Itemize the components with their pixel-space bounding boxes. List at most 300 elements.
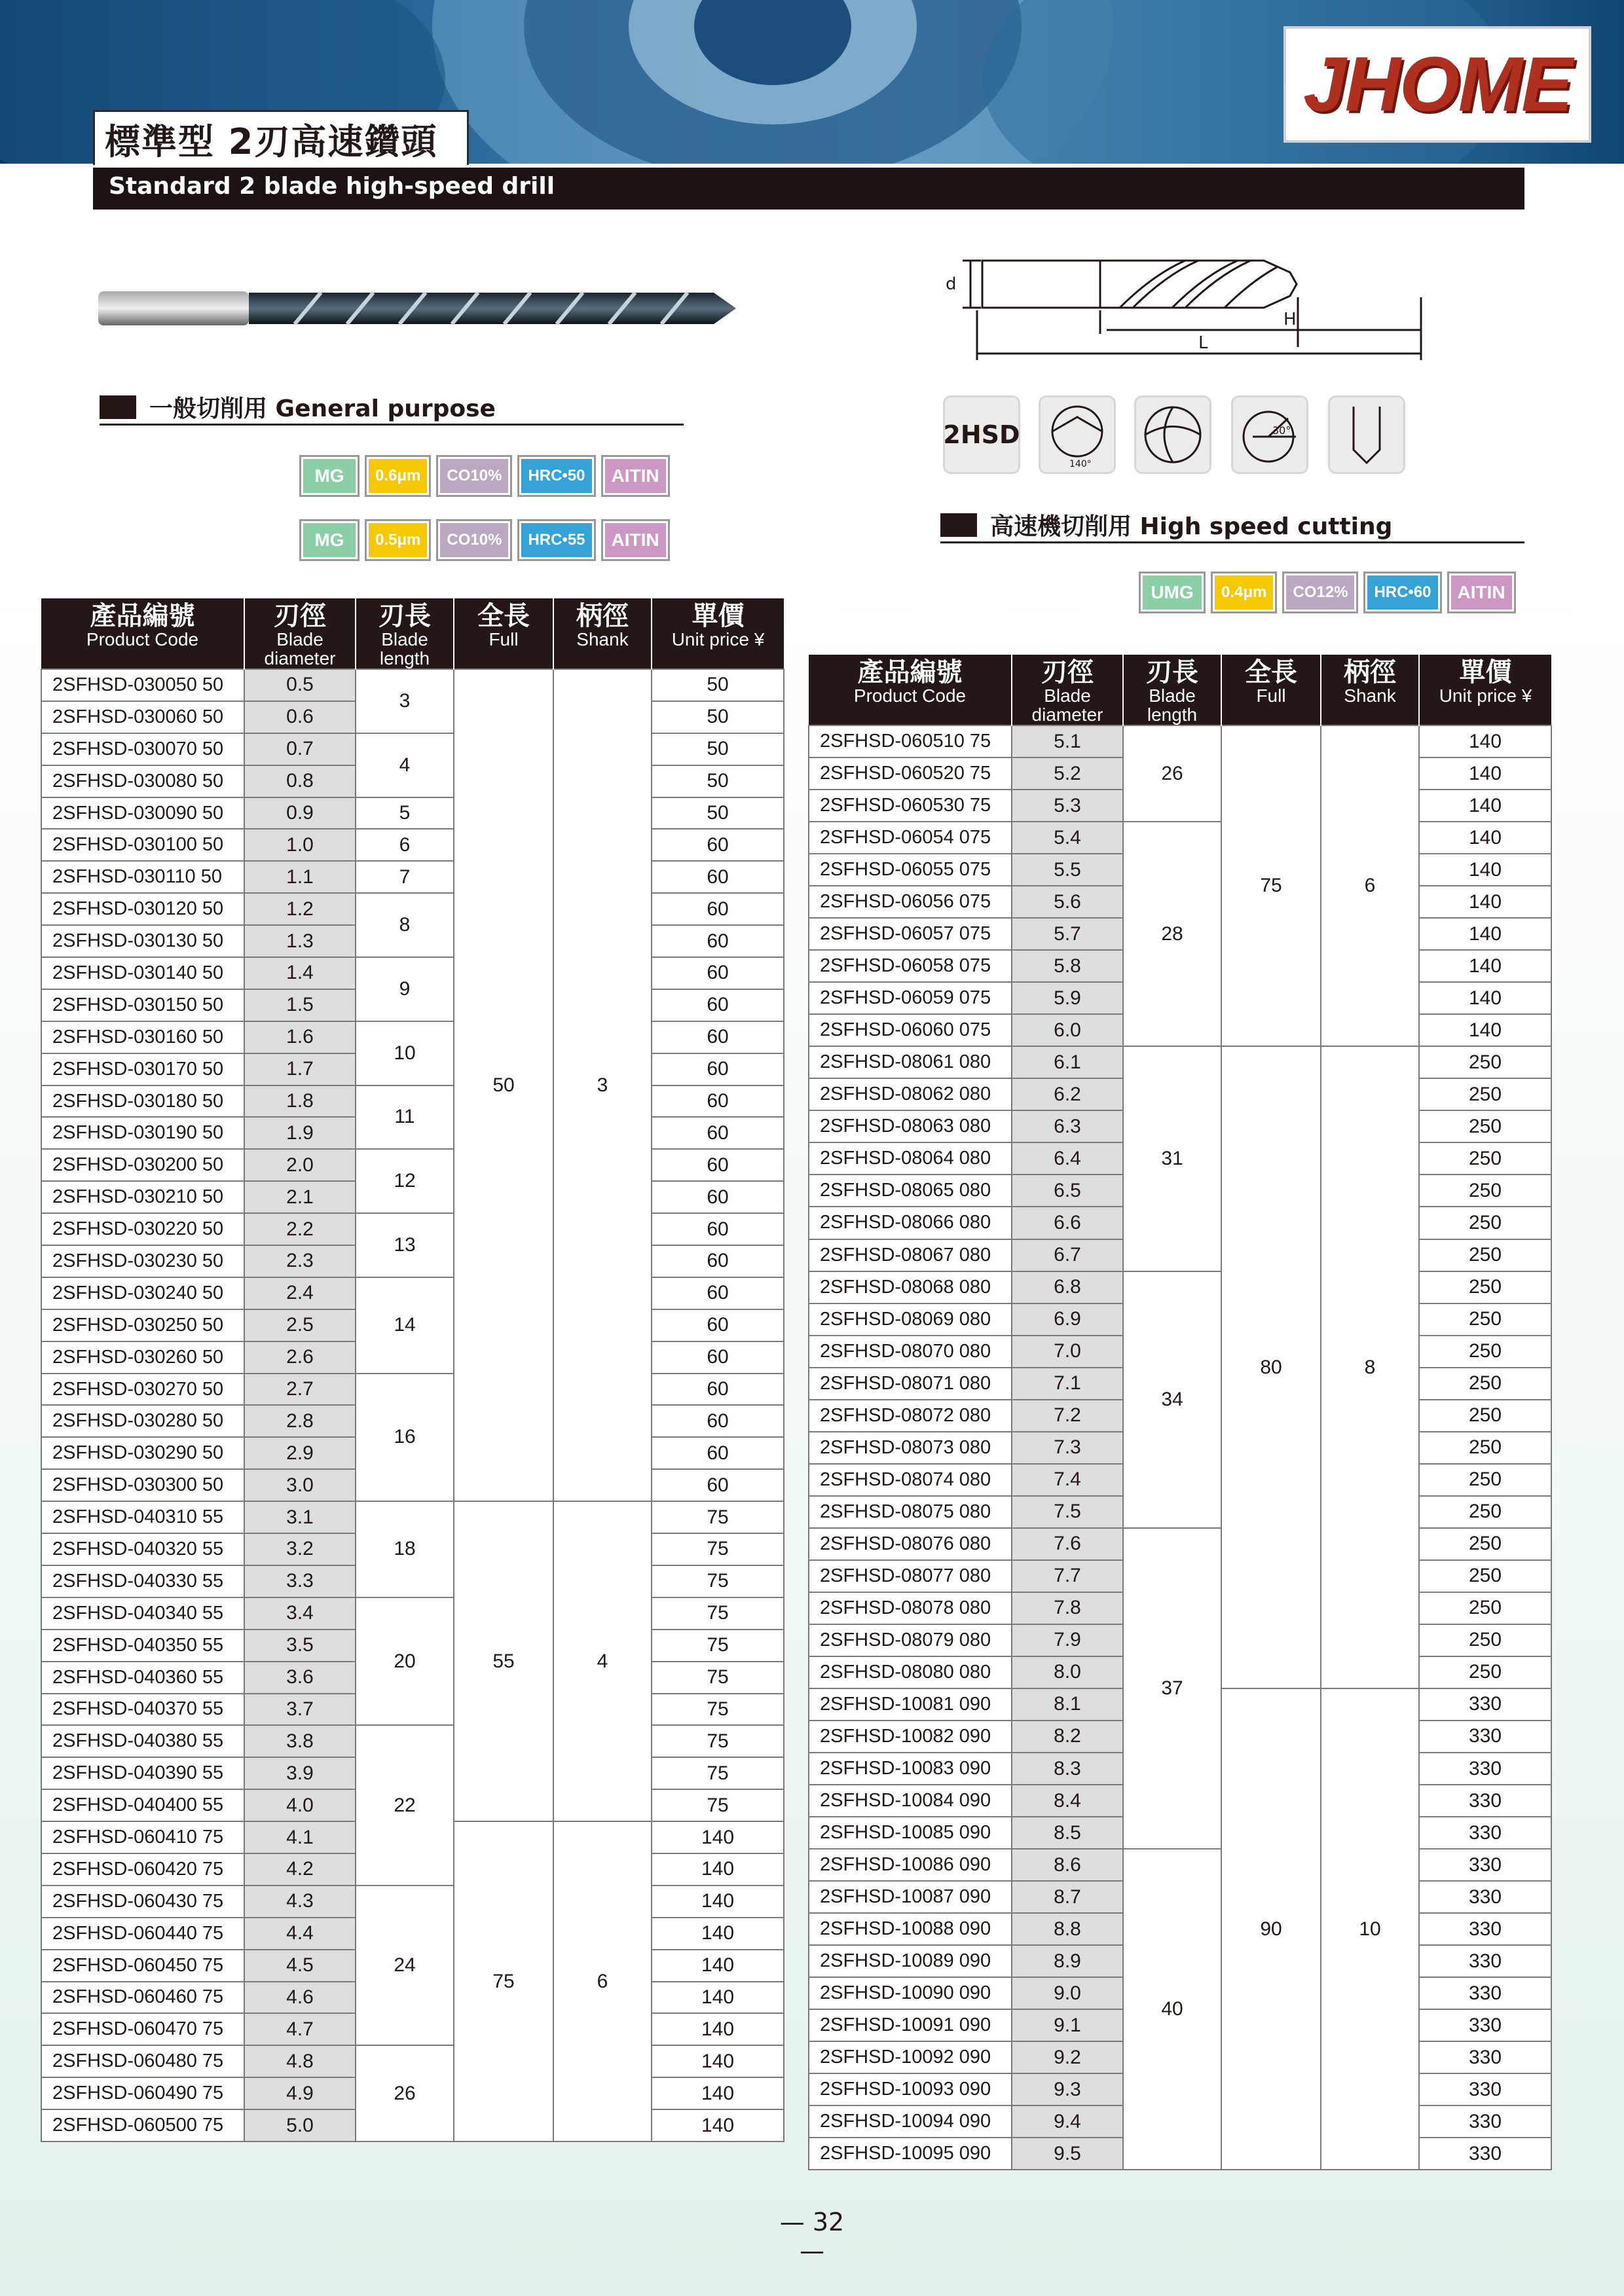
blade-diameter: 6.1 xyxy=(1012,1046,1123,1078)
table-row xyxy=(809,1271,1551,1303)
blade-diameter: 0.7 xyxy=(244,733,356,765)
product-code: 2SFHSD-10091 090 xyxy=(809,2009,1012,2041)
badges-highspeed xyxy=(1141,574,1514,611)
unit-price: 60 xyxy=(652,1341,784,1374)
unit-price: 140 xyxy=(652,1950,784,1982)
unit-price: 250 xyxy=(1419,1271,1551,1303)
blade-diameter: 1.4 xyxy=(244,957,356,989)
blade-diameter: 4.2 xyxy=(244,1853,356,1886)
blade-diameter: 0.9 xyxy=(244,797,356,829)
unit-price: 330 xyxy=(1419,2073,1551,2105)
blade-diameter: 4.3 xyxy=(244,1886,356,1918)
table-row xyxy=(809,1849,1551,1881)
blade-diameter: 6.5 xyxy=(1012,1175,1123,1207)
blade-diameter: 4.9 xyxy=(244,2077,356,2109)
unit-price: 60 xyxy=(652,1374,784,1406)
blade-diameter: 0.8 xyxy=(244,765,356,797)
product-code: 2SFHSD-06055 075 xyxy=(809,854,1012,886)
product-code: 2SFHSD-060450 75 xyxy=(41,1950,244,1982)
table-row xyxy=(41,1149,784,1181)
unit-price: 250 xyxy=(1419,1142,1551,1175)
table-row xyxy=(41,2045,784,2077)
product-code: 2SFHSD-030200 50 xyxy=(41,1149,244,1181)
badge-cobalt: CO12% xyxy=(1284,574,1356,611)
product-code: 2SFHSD-030050 50 xyxy=(41,669,244,701)
shank-diameter: 3 xyxy=(553,669,652,1501)
product-code: 2SFHSD-060510 75 xyxy=(809,725,1012,757)
shank-diameter: 6 xyxy=(1321,725,1419,1046)
blade-diameter: 7.5 xyxy=(1012,1496,1123,1528)
blade-diameter: 8.1 xyxy=(1012,1688,1123,1721)
product-code: 2SFHSD-040330 55 xyxy=(41,1565,244,1597)
blade-diameter: 4.0 xyxy=(244,1789,356,1821)
product-code: 2SFHSD-06056 075 xyxy=(809,886,1012,918)
product-code: 2SFHSD-08070 080 xyxy=(809,1336,1012,1368)
product-code: 2SFHSD-08072 080 xyxy=(809,1400,1012,1432)
blade-diameter: 6.0 xyxy=(1012,1014,1123,1046)
blade-diameter: 8.6 xyxy=(1012,1849,1123,1881)
unit-price: 60 xyxy=(652,861,784,893)
unit-price: 60 xyxy=(652,1437,784,1469)
product-code: 2SFHSD-060440 75 xyxy=(41,1918,244,1950)
product-code: 2SFHSD-030140 50 xyxy=(41,957,244,989)
badge-coating: AITIN xyxy=(603,457,668,495)
dim-H: H xyxy=(1283,310,1297,329)
product-code: 2SFHSD-10084 090 xyxy=(809,1785,1012,1817)
blade-length: 18 xyxy=(356,1501,454,1597)
badge-grain: 0.5μm xyxy=(367,521,429,559)
blade-diameter: 7.9 xyxy=(1012,1624,1123,1656)
unit-price: 330 xyxy=(1419,1817,1551,1849)
table2-body xyxy=(809,725,1551,2170)
unit-price: 140 xyxy=(1419,950,1551,982)
section-highspeed-title: 高速機切削用 High speed cutting xyxy=(990,513,1393,540)
col-blade-length: 刃長 Blade length xyxy=(1123,655,1221,725)
unit-price: 75 xyxy=(652,1757,784,1789)
product-code: 2SFHSD-030070 50 xyxy=(41,733,244,765)
unit-price: 330 xyxy=(1419,2138,1551,2170)
badges-general-row1 xyxy=(301,457,668,495)
drill-photo xyxy=(98,278,736,337)
unit-price: 75 xyxy=(652,1565,784,1597)
blade-diameter: 2.9 xyxy=(244,1437,356,1469)
table-row xyxy=(41,893,784,925)
unit-price: 250 xyxy=(1419,1175,1551,1207)
blade-diameter: 2.6 xyxy=(244,1341,356,1374)
product-code: 2SFHSD-040360 55 xyxy=(41,1662,244,1694)
unit-price: 250 xyxy=(1419,1207,1551,1239)
blade-diameter: 4.6 xyxy=(244,1982,356,2014)
product-code: 2SFHSD-030160 50 xyxy=(41,1021,244,1053)
unit-price: 60 xyxy=(652,1053,784,1085)
blade-diameter: 2.8 xyxy=(244,1405,356,1437)
product-code: 2SFHSD-08061 080 xyxy=(809,1046,1012,1078)
badge-mg: MG xyxy=(301,457,358,495)
product-code: 2SFHSD-030290 50 xyxy=(41,1437,244,1469)
blade-diameter: 3.3 xyxy=(244,1565,356,1597)
product-code: 2SFHSD-060530 75 xyxy=(809,790,1012,822)
product-code: 2SFHSD-08066 080 xyxy=(809,1207,1012,1239)
unit-price: 140 xyxy=(652,1982,784,2014)
col-shank: 柄徑 Shank xyxy=(1321,655,1419,725)
table1-body xyxy=(41,669,784,2141)
product-code: 2SFHSD-030210 50 xyxy=(41,1181,244,1213)
blade-diameter: 9.3 xyxy=(1012,2073,1123,2105)
unit-price: 140 xyxy=(1419,918,1551,950)
table-row xyxy=(41,1886,784,1918)
col-full-length: 全長 Full xyxy=(1221,655,1321,725)
badge-hrc: HRC•60 xyxy=(1365,574,1439,611)
product-code: 2SFHSD-040310 55 xyxy=(41,1501,244,1533)
unit-price: 75 xyxy=(652,1501,784,1533)
unit-price: 75 xyxy=(652,1662,784,1694)
blade-diameter: 6.3 xyxy=(1012,1110,1123,1142)
helix-angle-icon xyxy=(1231,395,1308,474)
unit-price: 60 xyxy=(652,989,784,1021)
unit-price: 250 xyxy=(1419,1560,1551,1592)
badge-mg: MG xyxy=(301,521,358,559)
table-row xyxy=(41,1597,784,1630)
unit-price: 140 xyxy=(652,1853,784,1886)
unit-price: 140 xyxy=(652,1821,784,1853)
blade-diameter: 5.6 xyxy=(1012,886,1123,918)
unit-price: 140 xyxy=(1419,822,1551,854)
blade-diameter: 2.4 xyxy=(244,1277,356,1309)
angle-140-label: 140° xyxy=(1069,459,1092,469)
unit-price: 60 xyxy=(652,1245,784,1277)
blade-diameter: 5.5 xyxy=(1012,854,1123,886)
blade-diameter: 6.6 xyxy=(1012,1207,1123,1239)
dim-d: d xyxy=(946,274,957,294)
blade-diameter: 8.8 xyxy=(1012,1913,1123,1945)
product-code: 2SFHSD-030250 50 xyxy=(41,1309,244,1341)
blade-diameter: 7.0 xyxy=(1012,1336,1123,1368)
product-code: 2SFHSD-030240 50 xyxy=(41,1277,244,1309)
product-code: 2SFHSD-08079 080 xyxy=(809,1624,1012,1656)
unit-price: 140 xyxy=(652,2045,784,2077)
blade-length: 28 xyxy=(1123,822,1221,1046)
blade-diameter: 5.1 xyxy=(1012,725,1123,757)
unit-price: 250 xyxy=(1419,1303,1551,1336)
badge-coating: AITIN xyxy=(1449,574,1514,611)
shank-diameter: 8 xyxy=(1321,1046,1419,1688)
drill-dimension-drawing xyxy=(936,249,1434,367)
unit-price: 50 xyxy=(652,733,784,765)
blade-length: 26 xyxy=(356,2045,454,2141)
unit-price: 60 xyxy=(652,893,784,925)
shank-diameter: 10 xyxy=(1321,1688,1419,2170)
unit-price: 60 xyxy=(652,1117,784,1149)
col-product-code: 產品編號 Product Code xyxy=(41,598,244,669)
table-row xyxy=(809,1046,1551,1078)
blade-diameter: 4.7 xyxy=(244,2013,356,2045)
unit-price: 330 xyxy=(1419,1881,1551,1913)
blade-length: 26 xyxy=(1123,725,1221,822)
page-number: — 32 — xyxy=(779,2208,845,2265)
product-code: 2SFHSD-030260 50 xyxy=(41,1341,244,1374)
product-code: 2SFHSD-040350 55 xyxy=(41,1630,244,1662)
product-code: 2SFHSD-10089 090 xyxy=(809,1945,1012,1977)
unit-price: 60 xyxy=(652,925,784,957)
blade-length: 9 xyxy=(356,957,454,1021)
product-code: 2SFHSD-08062 080 xyxy=(809,1078,1012,1110)
section-general-title: 一般切削用 General purpose xyxy=(149,395,496,422)
product-code: 2SFHSD-030120 50 xyxy=(41,893,244,925)
blade-diameter: 6.2 xyxy=(1012,1078,1123,1110)
blade-diameter: 3.0 xyxy=(244,1469,356,1501)
blade-diameter: 8.2 xyxy=(1012,1721,1123,1753)
blade-diameter: 1.6 xyxy=(244,1021,356,1053)
point-angle-icon xyxy=(1039,395,1116,474)
blade-diameter: 1.9 xyxy=(244,1117,356,1149)
product-code: 2SFHSD-06054 075 xyxy=(809,822,1012,854)
unit-price: 250 xyxy=(1419,1078,1551,1110)
table-row xyxy=(41,1725,784,1757)
product-code: 2SFHSD-08067 080 xyxy=(809,1239,1012,1271)
unit-price: 330 xyxy=(1419,1721,1551,1753)
product-code: 2SFHSD-060500 75 xyxy=(41,2109,244,2141)
blade-diameter: 6.9 xyxy=(1012,1303,1123,1336)
table-row xyxy=(41,1374,784,1406)
product-code: 2SFHSD-10093 090 xyxy=(809,2073,1012,2105)
blade-diameter: 0.5 xyxy=(244,669,356,701)
product-code: 2SFHSD-10087 090 xyxy=(809,1881,1012,1913)
product-code: 2SFHSD-060410 75 xyxy=(41,1821,244,1853)
full-length: 75 xyxy=(1221,725,1321,1046)
product-code: 2SFHSD-030090 50 xyxy=(41,797,244,829)
blade-length: 14 xyxy=(356,1277,454,1374)
col-full-length: 全長 Full xyxy=(454,598,553,669)
unit-price: 330 xyxy=(1419,2009,1551,2041)
blade-diameter: 1.5 xyxy=(244,989,356,1021)
unit-price: 60 xyxy=(652,1149,784,1181)
table-row xyxy=(41,1277,784,1309)
product-code: 2SFHSD-030150 50 xyxy=(41,989,244,1021)
product-code: 2SFHSD-10082 090 xyxy=(809,1721,1012,1753)
product-code: 2SFHSD-08068 080 xyxy=(809,1271,1012,1303)
product-code: 2SFHSD-08073 080 xyxy=(809,1432,1012,1464)
table-row xyxy=(809,822,1551,854)
product-code: 2SFHSD-08074 080 xyxy=(809,1464,1012,1496)
blade-length: 8 xyxy=(356,893,454,957)
product-code: 2SFHSD-08071 080 xyxy=(809,1368,1012,1400)
unit-price: 140 xyxy=(1419,725,1551,757)
blade-diameter: 5.9 xyxy=(1012,982,1123,1014)
badge-grain: 0.4μm xyxy=(1213,574,1275,611)
table-row xyxy=(41,733,784,765)
unit-price: 140 xyxy=(1419,854,1551,886)
badge-cobalt: CO10% xyxy=(438,457,510,495)
page-title-en: Standard 2 blade high-speed drill xyxy=(109,173,555,200)
unit-price: 250 xyxy=(1419,1368,1551,1400)
blade-diameter: 1.0 xyxy=(244,829,356,861)
unit-price: 60 xyxy=(652,1213,784,1245)
unit-price: 250 xyxy=(1419,1046,1551,1078)
product-code: 2SFHSD-10092 090 xyxy=(809,2041,1012,2073)
blade-length: 13 xyxy=(356,1213,454,1277)
unit-price: 50 xyxy=(652,669,784,701)
blade-diameter: 2.5 xyxy=(244,1309,356,1341)
blade-length: 10 xyxy=(356,1021,454,1085)
blade-diameter: 9.4 xyxy=(1012,2105,1123,2138)
badge-coating: AITIN xyxy=(603,521,668,559)
unit-price: 140 xyxy=(652,1918,784,1950)
unit-price: 140 xyxy=(652,2109,784,2141)
product-code: 2SFHSD-08065 080 xyxy=(809,1175,1012,1207)
product-code: 2SFHSD-060470 75 xyxy=(41,2013,244,2045)
blade-diameter: 2.0 xyxy=(244,1149,356,1181)
unit-price: 250 xyxy=(1419,1110,1551,1142)
blade-diameter: 7.2 xyxy=(1012,1400,1123,1432)
table-row xyxy=(41,1501,784,1533)
unit-price: 50 xyxy=(652,765,784,797)
unit-price: 75 xyxy=(652,1694,784,1726)
unit-price: 60 xyxy=(652,1181,784,1213)
product-code: 2SFHSD-060520 75 xyxy=(809,757,1012,790)
blade-diameter: 1.1 xyxy=(244,861,356,893)
unit-price: 75 xyxy=(652,1533,784,1565)
product-code: 2SFHSD-040390 55 xyxy=(41,1757,244,1789)
full-length: 50 xyxy=(454,669,553,1501)
blade-length: 3 xyxy=(356,669,454,733)
col-blade-diameter: 刃徑 Blade diameter xyxy=(244,598,356,669)
blade-diameter: 4.5 xyxy=(244,1950,356,1982)
unit-price: 250 xyxy=(1419,1528,1551,1560)
badges-general-row2 xyxy=(301,521,668,559)
blade-length: 31 xyxy=(1123,1046,1221,1271)
unit-price: 50 xyxy=(652,701,784,733)
full-length: 75 xyxy=(454,1821,553,2141)
unit-price: 250 xyxy=(1419,1400,1551,1432)
blade-diameter: 7.8 xyxy=(1012,1592,1123,1624)
blade-length: 34 xyxy=(1123,1271,1221,1528)
blade-diameter: 5.8 xyxy=(1012,950,1123,982)
blade-diameter: 1.3 xyxy=(244,925,356,957)
blade-diameter: 5.0 xyxy=(244,2109,356,2141)
blade-diameter: 3.5 xyxy=(244,1630,356,1662)
product-code: 2SFHSD-08069 080 xyxy=(809,1303,1012,1336)
badge-hrc: HRC•55 xyxy=(519,521,593,559)
badge-cobalt: CO10% xyxy=(438,521,510,559)
unit-price: 75 xyxy=(652,1630,784,1662)
table-row xyxy=(41,669,784,701)
blade-length: 4 xyxy=(356,733,454,797)
table-row xyxy=(809,725,1551,757)
unit-price: 250 xyxy=(1419,1464,1551,1496)
product-code: 2SFHSD-030080 50 xyxy=(41,765,244,797)
blade-length: 6 xyxy=(356,829,454,861)
col-shank: 柄徑 Shank xyxy=(553,598,652,669)
table-row xyxy=(41,797,784,829)
blade-diameter: 5.3 xyxy=(1012,790,1123,822)
table-row xyxy=(41,861,784,893)
blade-diameter: 3.6 xyxy=(244,1662,356,1694)
unit-price: 60 xyxy=(652,1309,784,1341)
blade-length: 12 xyxy=(356,1149,454,1213)
product-code: 2SFHSD-030270 50 xyxy=(41,1374,244,1406)
blade-diameter: 7.4 xyxy=(1012,1464,1123,1496)
badge-grain: 0.6μm xyxy=(367,457,429,495)
unit-price: 330 xyxy=(1419,2041,1551,2073)
product-code: 2SFHSD-030190 50 xyxy=(41,1117,244,1149)
blade-diameter: 3.9 xyxy=(244,1757,356,1789)
product-code: 2SFHSD-060420 75 xyxy=(41,1853,244,1886)
table-row xyxy=(41,1213,784,1245)
unit-price: 330 xyxy=(1419,1913,1551,1945)
product-code: 2SFHSD-10088 090 xyxy=(809,1913,1012,1945)
col-product-code: 產品編號 Product Code xyxy=(809,655,1012,725)
blade-length: 37 xyxy=(1123,1528,1221,1849)
product-code: 2SFHSD-10085 090 xyxy=(809,1817,1012,1849)
unit-price: 60 xyxy=(652,829,784,861)
unit-price: 60 xyxy=(652,1021,784,1053)
product-code: 2SFHSD-06057 075 xyxy=(809,918,1012,950)
product-code: 2SFHSD-10090 090 xyxy=(809,1977,1012,2009)
unit-price: 140 xyxy=(1419,757,1551,790)
product-code: 2SFHSD-040340 55 xyxy=(41,1597,244,1630)
product-code: 2SFHSD-08078 080 xyxy=(809,1592,1012,1624)
product-code: 2SFHSD-06058 075 xyxy=(809,950,1012,982)
unit-price: 60 xyxy=(652,957,784,989)
blade-length: 40 xyxy=(1123,1849,1221,2170)
unit-price: 60 xyxy=(652,1085,784,1118)
product-code: 2SFHSD-10083 090 xyxy=(809,1753,1012,1785)
blade-diameter: 1.7 xyxy=(244,1053,356,1085)
unit-price: 250 xyxy=(1419,1592,1551,1624)
unit-price: 250 xyxy=(1419,1656,1551,1688)
unit-price: 50 xyxy=(652,797,784,829)
brand-logo xyxy=(1283,26,1591,143)
blade-diameter: 7.1 xyxy=(1012,1368,1123,1400)
drill-type-2hsd: 2HSD xyxy=(943,395,1020,474)
shank-diameter: 6 xyxy=(553,1821,652,2141)
unit-price: 330 xyxy=(1419,1688,1551,1721)
blade-diameter: 7.3 xyxy=(1012,1432,1123,1464)
product-code: 2SFHSD-030170 50 xyxy=(41,1053,244,1085)
drill-table-highspeed xyxy=(808,655,1552,2170)
unit-price: 60 xyxy=(652,1469,784,1501)
product-code: 2SFHSD-040400 55 xyxy=(41,1789,244,1821)
blade-diameter: 6.8 xyxy=(1012,1271,1123,1303)
blade-diameter: 6.7 xyxy=(1012,1239,1123,1271)
product-code: 2SFHSD-040320 55 xyxy=(41,1533,244,1565)
blade-diameter: 3.2 xyxy=(244,1533,356,1565)
col-unit-price: 單價 Unit price ¥ xyxy=(1419,655,1551,725)
product-code: 2SFHSD-030100 50 xyxy=(41,829,244,861)
blade-diameter: 5.7 xyxy=(1012,918,1123,950)
blade-diameter: 3.8 xyxy=(244,1725,356,1757)
product-code: 2SFHSD-08075 080 xyxy=(809,1496,1012,1528)
blade-diameter: 2.3 xyxy=(244,1245,356,1277)
unit-price: 60 xyxy=(652,1405,784,1437)
blade-diameter: 9.1 xyxy=(1012,2009,1123,2041)
unit-price: 250 xyxy=(1419,1239,1551,1271)
product-code: 2SFHSD-030180 50 xyxy=(41,1085,244,1118)
product-code: 2SFHSD-030130 50 xyxy=(41,925,244,957)
unit-price: 330 xyxy=(1419,2105,1551,2138)
blade-length: 11 xyxy=(356,1085,454,1150)
product-code: 2SFHSD-040380 55 xyxy=(41,1725,244,1757)
blade-diameter: 8.7 xyxy=(1012,1881,1123,1913)
product-code: 2SFHSD-10081 090 xyxy=(809,1688,1012,1721)
unit-price: 330 xyxy=(1419,1753,1551,1785)
unit-price: 140 xyxy=(1419,1014,1551,1046)
angle-30-label: 30° xyxy=(1272,424,1291,437)
product-code: 2SFHSD-10094 090 xyxy=(809,2105,1012,2138)
blade-length: 22 xyxy=(356,1725,454,1885)
blade-diameter: 7.6 xyxy=(1012,1528,1123,1560)
unit-price: 140 xyxy=(652,1886,784,1918)
